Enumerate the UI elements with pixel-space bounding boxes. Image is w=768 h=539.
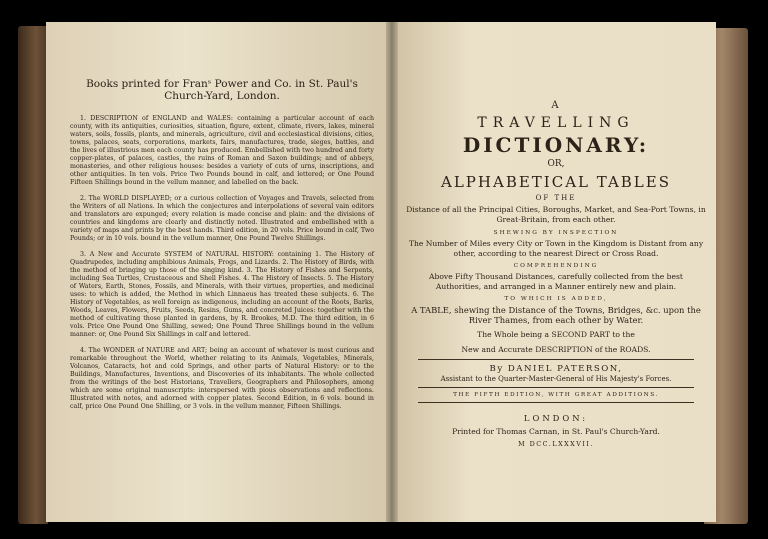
open-book: [18, 8, 748, 530]
subtitle-comprehending: COMPREHENDING: [513, 263, 599, 269]
title-travelling: TRAVELLING: [477, 115, 635, 131]
title-dictionary: DICTIONARY:: [462, 133, 650, 157]
title-article: A: [551, 100, 561, 111]
advert-header: Books printed for Franˢ Power and Co. in St. Paul's Church-Yard, London.: [86, 78, 358, 102]
advert-entry: 2. The WORLD DISPLAYED; or a curious collection of Voyages and Travels, selected from the Writers of all Nations. In which the conjectures and interpolations of several vain editors and translators are expunged; every relation is made concise and plain: and the divisions of countries and kingdoms are clearly and distinctly noted. Illustrated and embellished with a variety of maps and prints by the best hands. Third edition, in 20 vols. Price bound in calf, Two Pounds; or in 10 vols. bound in the vellum manner, One Pound Twelve Shillings.: [70, 195, 374, 242]
imprint-printer: Printed for Thomas Carnan, in St. Paul's Church-Yard.: [452, 427, 660, 436]
subtitle-new-accurate: New and Accurate DESCRIPTION of the ROADS.: [461, 344, 651, 354]
subtitle-above-fifty-thousand: Above Fifty Thousand Distances, carefully collected from the best Authorities, and arranged in a Manner entirely new and plain.: [429, 272, 683, 291]
title-or: OR,: [547, 159, 565, 169]
book-gutter: [386, 22, 398, 522]
book-edge-left: [18, 26, 48, 524]
title-of-the: OF THE: [535, 194, 577, 202]
subtitle-number-of-miles: The Number of Miles every City or Town in the Kingdom is Distant from any other, according to the nearest Direct or Cross Road.: [408, 239, 704, 258]
advert-entry: 3. A New and Accurate SYSTEM of NATURAL HISTORY: containing 1. The History of Quadrupedes, including amphibious Animals, Frogs, and Lizards. 2. The History of Birds, with the method of bringing up those of the singing kind. 3. The History of Fishes and Serpents, including Sea Turtles, Crustaceous and Shell Fishes. 4. The History of Insects. 5. The History of Waters, Earth, Stones, Fossils, and Minerals, with their virtues, properties, and medicinal uses: to which is added, the Method in which Linnaeus has treated these subjects. 6. The History of Vegetables, as well foreign as indigenous, including an account of the Roots, Barks, Woods, Leaves, Flowers, Fruits, Seeds, Resins, Gums, and concreted Juices: together with the method of cultivating those planted in gardens, by R. Brookes, M.D. The third edition, in 6 vols. Price One Pound One Shilling, sewed; One Pound Three Shillings bound in the vellum manner: or, One Pound Six Shillings in calf and lettered.: [70, 251, 374, 338]
imprint-place: LONDON:: [523, 413, 589, 423]
subtitle-distance: Distance of all the Principal Cities, Boroughs, Market, and Sea-Port Towns, in Great-Britain, from each other.: [406, 205, 706, 224]
author-line: By DANIEL PATERSON,: [489, 364, 623, 374]
subtitle-to-which-is-added: TO WHICH IS ADDED,: [504, 296, 608, 302]
subtitle-table: A TABLE, shewing the Distance of the Towns, Bridges, &c. upon the River Thames, from each other by Water.: [411, 305, 701, 325]
subtitle-shewing: SHEWING BY INSPECTION: [493, 230, 619, 236]
rule-divider: [418, 387, 694, 388]
right-page: [390, 22, 716, 522]
advert-entry: 1. DESCRIPTION of ENGLAND and WALES: containing a particular account of each county, with its antiquities, curiosities, situation, figure, extent, climate, rivers, lakes, mineral waters, soils, fossils, plants, and minerals, agriculture, civil and ecclesiastical divisions, cities, towns, palaces, seats, corporations, markets, fairs, manufactures, trade, sieges, battles, and the lives of illustrious men each county has produced. Embellished with two hundred and forty copper-plates, of palaces, castles, the ruins of Roman and Saxon buildings; and of abbeys, monasteries, and other religious houses: besides a variety of cuts of urns, inscriptions, and other antiquities. In ten vols. Price Two Pounds bound in calf, and lettered; or One Pound Fifteen Shillings bound in the vellum manner, and labelled on the back.: [70, 115, 374, 186]
edition-line: THE FIFTH EDITION, WITH GREAT ADDITIONS.: [453, 392, 659, 398]
imprint-year: M DCC.LXXXVII.: [518, 440, 594, 448]
author-title: Assistant to the Quarter-Master-General of His Majesty's Forces.: [440, 375, 672, 383]
left-page: [46, 22, 396, 522]
title-alphabetical-tables: ALPHABETICAL TABLES: [441, 173, 671, 191]
rule-divider: [418, 359, 694, 360]
advertisement-column: [70, 78, 374, 419]
advert-entry: 4. The WONDER of NATURE and ART; being an account of whatever is most curious and remarkable throughout the World, whether relating to its Animals, Vegetables, Minerals, Volcanos, Cataracts, hot and cold Springs, and other parts of Natural History: or to the Buildings, Manufactures, Inventions, and Discoveries of its inhabitants. The whole collected from the writings of the best Historians, Travellers, Geographers and Philosophers, among which are some original manuscripts: interspersed with pious observations and reflections. Illustrated with notes, and adorned with copper plates. Second Edition, in 6 vols. bound in calf, price One Pound One Shilling, or 3 vols. in the vellum manner, Fifteen Shillings.: [70, 347, 374, 410]
rule-divider: [418, 402, 694, 403]
subtitle-whole: The Whole being a SECOND PART to the: [477, 330, 635, 339]
title-page: [406, 100, 706, 448]
